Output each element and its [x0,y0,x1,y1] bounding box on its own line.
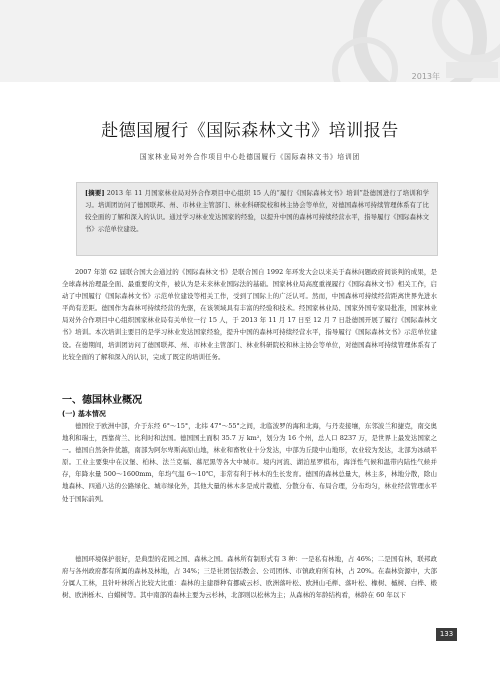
abstract-text: 2013 年 11 月国家林业局对外合作项目中心组织 15 人的“履行《国际森林文书》培训”赴德国进行了培训和学习。培训团访问了德国联邦、州、市林业主管部门、林业科研院校和林主协会等单位，对德国森林可持续管理体系有了比较全面的了解和深入的认识。通过学习林业发达国家的经验，以提升中国的森林可持续经营水平，指导履行《国际森林文书》示范单位建设。 [85,189,429,233]
issue-year: 2013年 [411,72,440,81]
abstract-box [76,182,438,256]
article-title: 赴德国履行《国际森林文书》培训报告 [101,121,399,141]
subsection-heading: (一) 基本情况 [62,410,106,418]
intro-paragraph: 2007 年第 62 届联合国大会通过的《国际森林文书》是联合国自 1992 年环发大会以来关于森林问题政府间谈判的成果，是全球森林治理最全面、最重要的文件，被认为是未来林业国际法的基础。国家林业局高度重视履行《国际森林文书》相关工作，启动了中国履行《国际森林文书》示范单位建设等相关工作，受到了国际上的广泛认可。然而，中国森林可持续经营距离世界先进水平尚有差距。德国作为森林可持续经营的先驱，在该领域具有丰富的经验和技术。经国家林业局、国家外国专家局批准，国家林业局对外合作项目中心组织国家林业局有关单位一行 15 人，于 2013 年 11 月 17 日至 12 月 7 日赴德国开展了履行《国际森林文书》培训。本次培训主要目的是学习林业发达国家经验，提升中国的森林可持续经营水平，指导履行《国际森林文书》示范单位建设。在德期间，培训团访问了德国联邦、州、市林业主管部门、林业科研院校和林主协会等单位，对德国森林可持续管理体系有了比较全面的了解和深入的认识，完成了既定的培训任务。 [62,268,437,361]
page-number: 133 [436,628,457,641]
article-author: 国家林业局对外合作项目中心赴德国履行《国际森林文书》培训团 [139,153,361,161]
forest-paragraph: 德国环境保护很好，是典型的花园之国、森林之国。森林所有制形式有 3 种：一是私有林地，占 46%；二是国有林，联邦政府与各州政府都有所属的森林及林地，占 34%；三是社团包括教会、公司团体、市镇政府所有林，占 20%。在森林资源中，大部分属人工林，且针叶林所占比较大比重：森林的主建群种有挪威云杉、欧洲落叶松、欧洲山毛榉、落叶松、橡树、槭树、白桦、椴树、欧洲栎木、白蜡树等。其中南部的森林主要为云杉林，北部则以松林为主；从森林的年龄结构看，林龄在 60 年以下 [62,555,437,600]
header-decoration [270,0,500,82]
abstract-label: [摘要] [85,189,105,197]
section-heading: 一、德国林业概况 [62,395,142,406]
basic-info-paragraph: 德国位于欧洲中部，介于东经 6°～15°，北纬 47°～55°之间，北临波罗的海和北海，与丹麦接壤，东邻波兰和捷克，南交奥地利和瑞士，西靠荷兰、比利时和法国。德国国土面积 35.7 万 km²，划分为 16 个州，总人口 8237 万，是世界上最发达国家之一。德国自然条件优越，南部为阿尔卑斯高原山地，林业和畜牧业十分发达，中部为丘陵中山地形，农业较为发达，北部为冰碛平原。工业主要集中在汉堡、柏林、法兰克福、慕尼黑等各大中城市。境内河流、湖泊星罗棋布，海洋性气候和温带内陆性气候并存，年降水量 500～1600mm，年均气温 6～10℃，非常有利于林木的生长发育。德国的森林总量大，林主多，林地分散，除山地森林、四通八达的公路绿化、城市绿化外，其他大量的林木多是成片栽植、分散分布、布局合理，分布均匀，林业经营管理水平处于国际前列。 [62,422,437,503]
